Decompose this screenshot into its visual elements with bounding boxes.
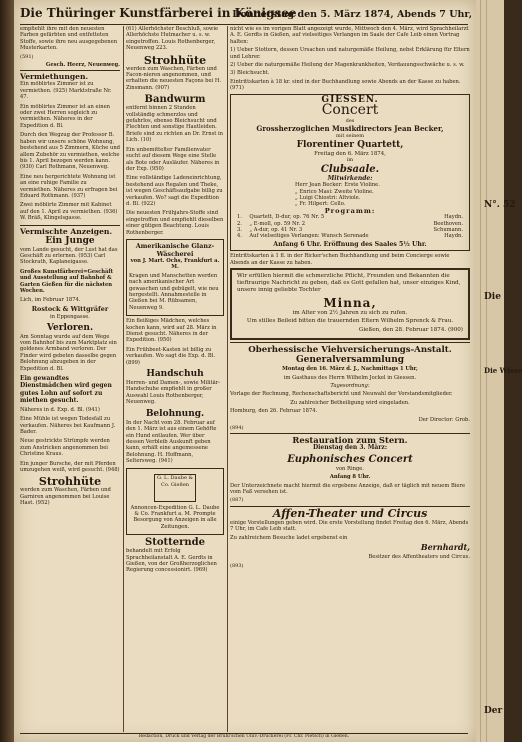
lecture-intro: nicht wie es im vorigen Blatt angezeigt wurde, Mittwoch den 4. März, wird Sprachheilarzt A. E. Gerdts in Gießen, auf vielseitiges Verlangen im Saale der Cafe Leib einen Vortrag halten: [230, 26, 469, 45]
circus-note: Zu zahlreichem Besuche ladet ergebenst ein [230, 534, 348, 541]
program-piece: Auf vielseitiges Verlangen: Wunsch Serenade [249, 233, 369, 240]
list-item: 1) Ueber Stottern, dessen Ursachen und naturgemäße Heilung, nebst Erklärung für Eltern und Lehrer. [230, 47, 470, 60]
program-composer: Haydn. [444, 214, 463, 221]
masthead [20, 6, 473, 25]
ad-heading: Strohhüte [38, 475, 102, 489]
list-item: Ein unbemittelter Familienvater sucht auf diesem Wege eine Stelle als Bote oder Ausläufer. Näheres in der Exp. (950) [126, 146, 220, 172]
list-item: Eine Mühle ist wegen Todesfall zu verkaufen. Näheres bei Kaufmann J. Bader. [20, 416, 116, 435]
ad-body: werden zum Waschen, Färben und Garniren angenommen bei Louise Hast. (952) [20, 487, 111, 507]
list-item: 2) Ueber die naturgemäße Heilung der Magenkrankheiten, Verdauungsschwäche u. s. w. [230, 62, 465, 69]
restaurant-performer: von Ringe. [336, 465, 364, 472]
assembly-heading: Generalversammlung [295, 355, 405, 366]
concert-quartet: Florentiner Quartett, [296, 139, 404, 150]
book-spine [0, 0, 14, 742]
restaurant-start: Anfang 8 Uhr. [329, 474, 371, 481]
program-number: 3. [237, 226, 242, 233]
list-item: Ein Frühbeet-Kasten ist billig zu verkaufen. Wo sagt die Exp. d. Bl. (899) [126, 346, 216, 366]
program-composer: Haydn. [444, 233, 463, 240]
restaurant-date: Dienstag den 3. März: [312, 444, 388, 452]
ad-body: (61) Allerhöchster Beschluß, sowie Allerhöchste Hutmacher u. s. w. eingetroffen. Louis Rothenberger, Neuenweg 223. [126, 26, 219, 52]
circus-signature: Bernhardt, [420, 542, 470, 553]
concert-mit: mit seinem [336, 133, 364, 140]
list-item: Ein möblirtes Zimmer ist zu vermiethen. (925) Marktstraße Nr. 47. [20, 81, 112, 101]
restaurant-concert: Euphonisches Concert [287, 453, 413, 465]
list-item: Durch den Wegzug der Professor B. haben wir unsere schöne Wohnung, bestehend aus 5 Zimmern, Küche und allem Zubehör zu vermiethen, welche bis 1. April bezogen werden kann. (930) Carl Rothmann, Neuenweg. [20, 132, 120, 171]
ad-number: (887) [230, 497, 244, 504]
ad-number: (894) [230, 425, 244, 432]
list-item: „ Enrico Masi: Zweite Violine. [295, 188, 374, 195]
circus-signature-2: Besitzer des Affentheaters und Circus. [368, 554, 470, 561]
table-row [235, 233, 465, 239]
newspaper-page [14, 0, 476, 742]
agenda-body: Vorlage der Rechnung, Rechenschaftsbericht und Neuwahl der Vorstandsmitglieder. [230, 391, 453, 398]
program-composer: Schumann. [433, 226, 463, 233]
ad-body: Annoncen-Expedition G. L. Daube & Co. Frankfurt a. M. Prompte Besorgung von Anzeigen in alle Zeitungen. [130, 504, 220, 530]
program-piece: „ A-dur, op. 41 Nr. 3 [249, 226, 303, 233]
list-item: Eine neu hergerichtete Wohnung ist an eine ruhige Familie zu vermiethen. Näheres zu erfragen bei Eduard Rothmann. (937) [20, 173, 118, 199]
concert-date: Freitag den 6. März 1874, [314, 150, 386, 157]
ad-heading: Verloren. [46, 322, 94, 333]
ad-body: werden zum Waschen, Färben und Facon-nieren angenommen, und erhalten die neuesten Façons bei H. Zinsmann. (907) [126, 65, 222, 91]
insurance-heading: Oberhessische Viehversicherungs-Anstalt. [230, 342, 470, 355]
concert-im: im [346, 157, 354, 164]
ad-body: vom Lande gesucht, der Lust hat das Geschäft zu erlernen. (953) Carl Stockrath, Kaplaneigasse. [20, 246, 118, 266]
ad-signature: Gesch. Heerz, Neuenweg. [45, 62, 120, 69]
masthead-right: Donnerstag den 5. März 1874, Abends 7 Uhr, [232, 9, 473, 20]
notice-date: Gießen, den 28. Februar 1874. (900) [358, 326, 463, 333]
edge-label: Die Wisse [484, 366, 522, 375]
masthead-left: Die Thüringer Kunstfärberei in Königsee [20, 6, 297, 20]
edge-label: Der [484, 706, 503, 716]
program-number: 4. [237, 233, 242, 240]
ad-number: (893) [230, 562, 244, 569]
performers-heading: Mitwirkende: [327, 174, 373, 182]
program-number: 2. [237, 220, 242, 227]
laundry-ad [126, 239, 224, 316]
program-piece: Quartett, D-dur, op. 76 Nr. 5 [249, 214, 325, 221]
performers-list [235, 182, 465, 208]
death-notice [230, 268, 470, 340]
circus-heading: Affen-Theater und Circus [230, 506, 470, 520]
concert-venue: Clubsaale. [320, 163, 380, 175]
ad-heading: Stotternde [144, 537, 205, 549]
ad-body: entfernt binnen 2 Stunden vollständig schmerzlos und gefahrlos, ebenso Bleichsucht und Flechten und sonstige Hautleiden. Briefe sind zu richten an Dr. Ernst in Lich. (10) [126, 105, 223, 144]
concert-city: GIESSEN. [321, 94, 379, 105]
next-page-edge [476, 0, 522, 742]
program-number: 1. [237, 214, 242, 221]
list-item: Ein fleißiges Mädchen, welches kochen kann, wird auf 28. März in Dienst gesucht. Näheres in der Expedition. (950) [126, 318, 217, 344]
concert-des: des [345, 118, 355, 125]
column-rule [123, 26, 124, 732]
ad-subheading: von J. Mart. Ochs, Frankfurt a. M. [130, 257, 220, 271]
seal-emblem: G. L. Daube & Co. Gießen [154, 474, 196, 502]
ad-body: Herren- und Damen-, sowie Militär-Handschuhe empfiehlt in großer Auswahl Louis Rothenberger, Neuenweg. [126, 380, 220, 406]
assembly-signature: Der Director: Grob. [418, 416, 470, 423]
edge-label: N°. 52 [484, 200, 516, 210]
dye-intro: empfiehlt ihre mit den neuesten Farben gefärbten und entfetteten Stoffe, sowie ihre neu ausgegebenen Musterkarten. [20, 26, 118, 52]
concert-organizer: Grossherzoglichen Musikdirectors Jean Becker, [256, 124, 444, 134]
column-rule [227, 26, 228, 732]
section-heading-vermischte: Vermischte Anzeigen. [20, 225, 120, 236]
assembly-note: Zu zahlreicher Betheiligung wird eingeladen. [290, 399, 410, 406]
ad-signature: Rostock & Wittgräfer [31, 304, 109, 313]
ad-body: Näheres in d. Exp. d. Bl. (941) [20, 406, 100, 413]
list-item: Ein möblirtes Zimmer ist an einen oder zwei Herren sogleich zu vermiethen. Näheres in der Expedition d. Bl. [20, 103, 110, 129]
list-item: Ein junger Bursche, der mit Pferden umzugehen weiß, wird gesucht. (948) [20, 460, 120, 473]
page-sheet-edge [480, 0, 481, 742]
ad-body: Kragen und Manschetten werden nach amerikanischer Art gewaschen und gebügelt, wie neu hergestellt. Annahmestelle in Gießen bei M. Rübsamen, Neuenweg 9. [129, 272, 219, 311]
list-item: Neue gestrickte Strümpfe werden zum Anstricken angenommen bei Christine Kraus. [20, 438, 110, 458]
list-item: Die neuesten Frühjahrs-Stoffe sind eingetroffen und empfiehlt dieselben einer gütigen Beachtung. Louis Rothenberger. [126, 210, 224, 236]
notice-body: Wir erfüllen hiermit die schmerzliche Pflicht, Freunden und Bekannten die tieftraurige Nachricht zu geben, daß es Gott gefallen hat, unser einziges Kind, unsere innig geliebte Tochter [237, 272, 461, 293]
program-composer: Beethoven. [433, 220, 463, 227]
edge-label: Die [484, 292, 501, 302]
ad-number: (591) [20, 53, 34, 60]
ad-heading: Belohnung. [145, 408, 205, 419]
ad-heading: Ein Junge [45, 235, 95, 246]
column-1 [20, 26, 120, 726]
restaurant-note: Der Unterzeichnete macht hiermit die ergebene Anzeige, daß er täglich mit neuem Biere vom Faß versehen ist. [230, 482, 466, 496]
assembly-date: Montag den 16. März d. J., Nachmittags 1 Uhr, [282, 366, 418, 373]
daube-ad [126, 468, 224, 536]
program-table [235, 214, 465, 240]
ad-body: In der Nacht vom 28. Februar auf den 1. März ist aus einem Gehöfte ein Hund entlaufen. Wer über dessen Verbleib Auskunft geben kann, erhält eine angemessene Belohnung. H. Hoffmann, Seltersweg. (941) [126, 419, 217, 465]
circus-body: einige Vorstellungen geben wird. Die erste Vorstellung findet Freitag den 6. März, Abends 7 Uhr, im Cafe Leib statt. [230, 519, 469, 533]
concert-tickets: Eintrittskarten à 1 fl. in der Ricker'schen Buchhandlung und beim Concierge sowie Abends an der Kasse zu haben. [230, 253, 450, 266]
ad-heading: Ein gewandtes Dienstmädchen wird gegen gutes Lohn auf sofort zu miethen gesucht. [20, 375, 112, 405]
ad-place: in Eppengasse. [50, 314, 90, 321]
agenda-heading: Tagesordnung: [330, 383, 370, 389]
ad-body: Am Sonntag wurde auf dem Wege vom Bahnhof bis zum Marktplatz ein goldenes Armband verloren. Der Finder wird gebeten dasselbe gegen Belohnung abzugeben in der Expedition d. Bl. [20, 333, 117, 372]
section-heading-vermietungen: Vermiethungen. [20, 70, 120, 81]
assembly-place: im Gasthaus des Herrn Wilhelm Jockel in Giessen. [283, 374, 417, 381]
ad-body: behandelt mit Erfolg Sprachheilanstalt A. E. Gerdts in Gießen, von der Großherzoglichen Regierung concessionirt. (969) [126, 548, 217, 574]
notice-age: im Alter von 2½ Jahren zu sich zu rufen. [292, 309, 408, 316]
lecture-entry: Eintrittskarten à 18 kr. sind in der Buchhandlung sowie Abends an der Kasse zu haben. (971) [230, 78, 461, 92]
imprint-footer: Redaction, Druck und Verlag der Brühl'schen Univ.-Druckerei (Fr. Chr. Pietsch) in Gießen. [20, 733, 468, 739]
concert-ad [230, 94, 470, 252]
ad-heading: Bandwurm [144, 94, 206, 106]
list-item: „ Fr. Hilpert: Cello. [295, 201, 346, 208]
list-item: Eine vollständige Ladeneinrichtung, bestehend aus Regalen und Theke, ist wegen Geschäftsaufgabe billig zu verkaufen. Wo? sagt die Expedition d. Bl. (922) [126, 175, 223, 207]
ad-place: Lich, im Februar 1874. [20, 297, 81, 304]
list-item: „ Luigi Chiostri: Altviole. [295, 194, 361, 201]
program-piece: „ E-moll, op. 59 Nr. 2 [249, 220, 306, 227]
ad-heading: Amerikanische Glanz-Wäscherei [135, 241, 215, 258]
assembly-date-line: Homburg, den 26. Februar 1874. [230, 408, 318, 415]
program-heading: Programm: [324, 206, 376, 215]
restaurant-heading: Restauration zum Stern. [230, 433, 470, 445]
list-item: Herr Jean Becker: Erste Violine. [295, 182, 380, 189]
column-3 [230, 26, 470, 726]
notice-name: Minna, [323, 295, 377, 310]
ad-heading: Strohhüte [143, 53, 207, 67]
list-item: Zwei möblirte Zimmer mit Kabinet auf den 1. April zu vermiethen. (936) W. Bräß, Klingelsgasse. [20, 202, 118, 222]
column-2 [126, 26, 224, 726]
ad-heading: Handschuh [146, 369, 204, 380]
ad-body: Großes Kunstfärberei=Geschäft und Ausstellung auf Bahnhof & Garten Gießen für die nächsten Wochen. [20, 268, 114, 294]
concert-start: Anfang 6 Uhr. Eröffnung des Saales 5½ Uhr. [273, 240, 427, 248]
notice-signature: Um stilles Beileid bitten die trauernden Eltern Wilhelm Sprenck & Frau. [246, 318, 454, 325]
list-item: 3) Bleichsucht. [230, 70, 270, 77]
concert-title: Concert [321, 102, 379, 119]
